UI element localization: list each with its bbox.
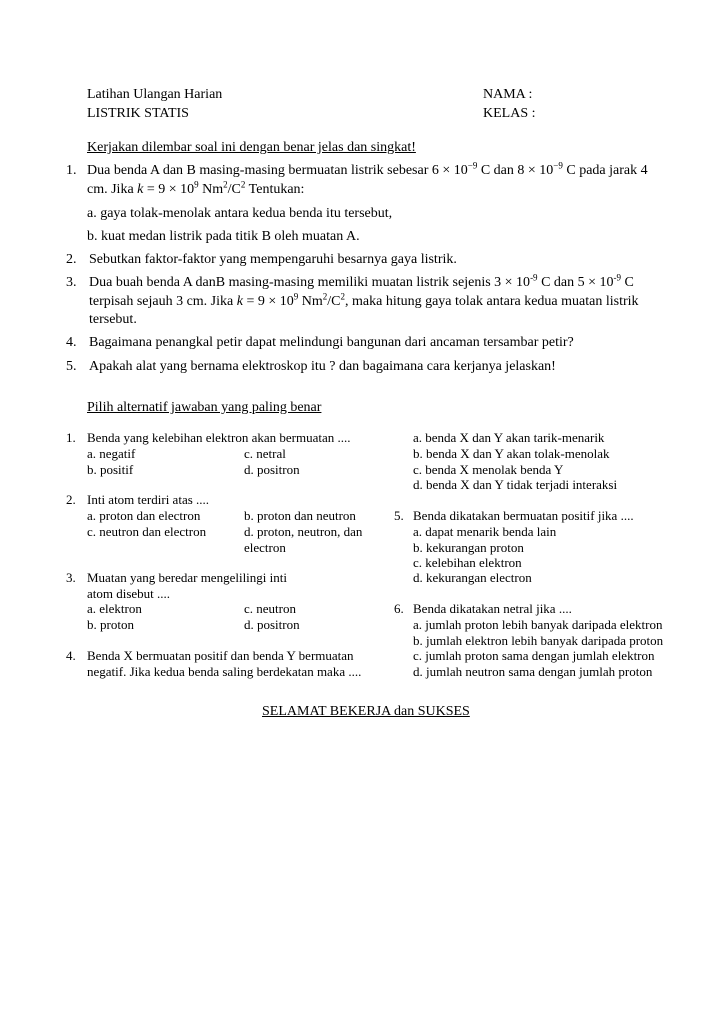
mc-q5-option-c: c. kelebihan elektron xyxy=(413,555,522,570)
mc-q3-option-c: c. neutron xyxy=(244,601,296,616)
mc-q4-stem: Benda X bermuatan positif dan benda Y bermuatan xyxy=(87,648,354,663)
essay-q1-number: 1. xyxy=(66,163,77,178)
essay-q1-line1: Dua benda A dan B masing-masing bermuatan listrik sebesar $6 \times 10^{-9}$ C dan $8 \times 10^{-9}$ C pada jarak 4 xyxy=(87,160,648,178)
essay-q1-part-b: b. kuat medan listrik pada titik B oleh muatan A. xyxy=(87,229,360,244)
mc-q6-option-d: d. jumlah neutron sama dengan jumlah proton xyxy=(413,664,653,679)
mc-q5-option-d: d. kekurangan electron xyxy=(413,570,532,585)
mc-q2-option-d: d. proton, neutron, dan xyxy=(244,524,363,539)
essay-q5-number: 5. xyxy=(66,359,77,374)
closing-message: SELAMAT BEKERJA dan SUKSES xyxy=(262,704,470,719)
mc-q3-stem: Muatan yang beredar mengelilingi inti xyxy=(87,570,287,585)
mc-q1-stem: Benda yang kelebihan elektron akan bermuatan .... xyxy=(87,430,351,445)
mc-q1-option-c: c. netral xyxy=(244,446,286,461)
header-title: Latihan Ulangan Harian xyxy=(87,87,223,102)
essay-q2-number: 2. xyxy=(66,252,77,267)
mc-q1-option-b: b. positif xyxy=(87,462,134,477)
essay-q4-number: 4. xyxy=(66,335,77,350)
mc-q6-option-a: a. jumlah proton lebih banyak daripada elektron xyxy=(413,617,663,632)
mc-q6-number: 6. xyxy=(394,601,404,616)
essay-q5-text: Apakah alat yang bernama elektroskop itu ? dan bagaimana cara kerjanya jelaskan! xyxy=(89,359,556,374)
mc-q3-option-a: a. elektron xyxy=(87,601,142,616)
mc-q2-option-b: b. proton dan neutron xyxy=(244,508,356,523)
mc-q5-stem: Benda dikatakan bermuatan positif jika .... xyxy=(413,508,634,523)
mc-q2-option-c: c. neutron dan electron xyxy=(87,524,207,539)
essay-q2-text: Sebutkan faktor-faktor yang mempengaruhi besarnya gaya listrik. xyxy=(89,252,457,267)
mc-instruction: Pilih alternatif jawaban yang paling benar xyxy=(87,400,322,415)
mc-q2-option-d-cont: electron xyxy=(244,540,286,555)
mc-q3-stem-cont: atom disebut .... xyxy=(87,586,171,601)
mc-q5-option-a: a. dapat menarik benda lain xyxy=(413,524,557,539)
mc-q4-option-d: d. benda X dan Y tidak terjadi interaksi xyxy=(413,477,618,492)
mc-q4-stem-cont: negatif. Jika kedua benda saling berdekatan maka .... xyxy=(87,664,362,679)
mc-q5-number: 5. xyxy=(394,508,404,523)
mc-q2-number: 2. xyxy=(66,492,76,507)
mc-q4-number: 4. xyxy=(66,648,76,663)
essay-q3-line1: Dua buah benda A danB masing-masing memiliki muatan listrik sejenis $3 \times 10^{-9}$ C dan $5 \times 10^{-9}$ C xyxy=(89,272,634,290)
name-field-label: NAMA : xyxy=(483,87,533,102)
essay-q3-line3: tersebut. xyxy=(89,312,137,327)
mc-q4-option-c: c. benda X menolak benda Y xyxy=(413,462,564,477)
essay-q1-line2: cm. Jika $k = 9 \times 10^9$ $Nm^2/C^2$ Tentukan: xyxy=(87,179,305,197)
mc-q2-stem: Inti atom terdiri atas .... xyxy=(87,492,210,507)
mc-q6-stem: Benda dikatakan netral jika .... xyxy=(413,601,572,616)
mc-q4-option-a: a. benda X dan Y akan tarik-menarik xyxy=(413,430,605,445)
mc-q5-option-b: b. kekurangan proton xyxy=(413,540,524,555)
essay-instruction: Kerjakan dilembar soal ini dengan benar jelas dan singkat! xyxy=(87,140,416,155)
essay-q3-line2: terpisah sejauh 3 cm. Jika $k = 9 \times 10^9$ $Nm^2/C^2$, maka hitung gaya tolak antara kedua muatan listrik xyxy=(89,291,639,309)
mc-q3-number: 3. xyxy=(66,570,76,585)
mc-q6-option-c: c. jumlah proton sama dengan jumlah elektron xyxy=(413,648,655,663)
essay-q1-part-a: a. gaya tolak-menolak antara kedua benda itu tersebut, xyxy=(87,206,393,221)
mc-q6-option-b: b. jumlah elektron lebih banyak daripada proton xyxy=(413,633,664,648)
mc-q2-option-a: a. proton dan electron xyxy=(87,508,201,523)
mc-q3-option-b: b. proton xyxy=(87,617,134,632)
header-subtitle: LISTRIK STATIS xyxy=(87,106,189,121)
mc-q4-option-b: b. benda X dan Y akan tolak-menolak xyxy=(413,446,610,461)
mc-q3-option-d: d. positron xyxy=(244,617,300,632)
mc-q1-number: 1. xyxy=(66,430,76,445)
class-field-label: KELAS : xyxy=(483,106,536,121)
mc-q1-option-d: d. positron xyxy=(244,462,300,477)
essay-q3-number: 3. xyxy=(66,275,77,290)
essay-q4-text: Bagaimana penangkal petir dapat melindungi bangunan dari ancaman tersambar petir? xyxy=(89,335,574,350)
mc-q1-option-a: a. negatif xyxy=(87,446,136,461)
